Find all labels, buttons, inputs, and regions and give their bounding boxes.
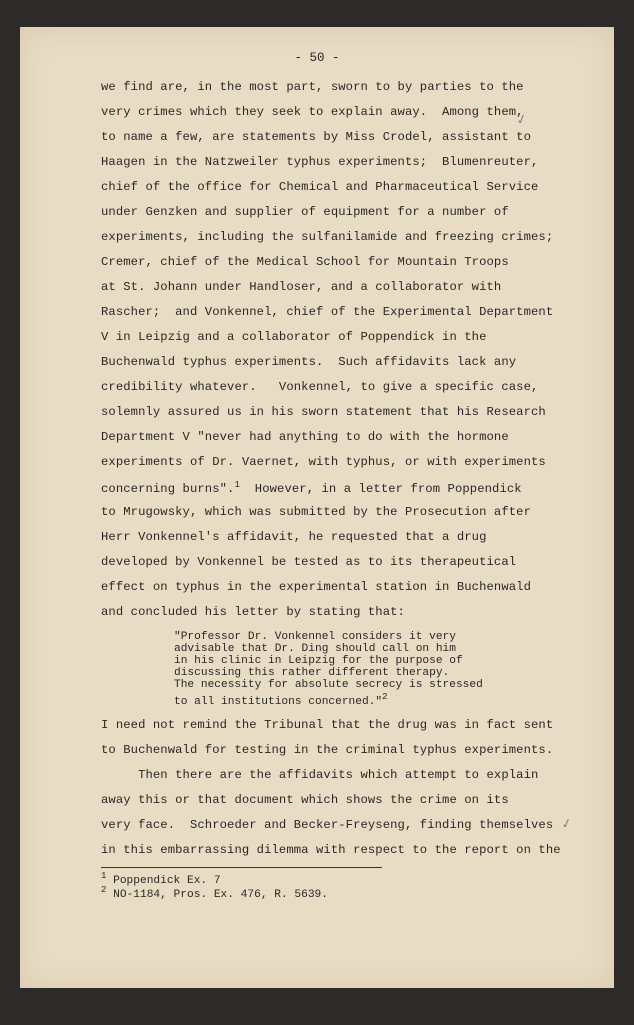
text-fragment: concerning burns". xyxy=(101,482,235,496)
quote-line: "Professor Dr. Vonkennel considers it very xyxy=(174,631,456,643)
text-line xyxy=(101,480,522,496)
text-line: to name a few, are statements by Miss Crodel, assistant to xyxy=(101,130,531,144)
text-line: and concluded his letter by stating that: xyxy=(101,605,405,619)
text-line: solemnly assured us in his sworn statement that his Research xyxy=(101,405,546,419)
text-line: under Genzken and supplier of equipment for a number of xyxy=(101,205,509,219)
text-line: to Buchenwald for testing in the criminal typhus experiments. xyxy=(101,743,554,757)
footnote-mark: 1 xyxy=(101,871,107,881)
text-line: chief of the office for Chemical and Pharmaceutical Service xyxy=(101,180,539,194)
text-line: Herr Vonkennel's affidavit, he requested that a drug xyxy=(101,530,487,544)
text-line: away this or that document which shows the crime on its xyxy=(101,793,509,807)
text-fragment: However, in a letter from Poppendick xyxy=(239,482,522,496)
footnote xyxy=(101,885,328,901)
text-line: Then there are the affidavits which attempt to explain xyxy=(101,768,539,782)
text-line: credibility whatever. Vonkennel, to give a specific case, xyxy=(101,380,539,394)
quote-line: advisable that Dr. Ding should call on him xyxy=(174,643,456,655)
text-line: Rascher; and Vonkennel, chief of the Experimental Department xyxy=(101,305,554,319)
text-line: I need not remind the Tribunal that the drug was in fact sent xyxy=(101,718,554,732)
text-line: Department V "never had anything to do with the hormone xyxy=(101,430,509,444)
quote-line: The necessity for absolute secrecy is stressed xyxy=(174,679,483,691)
footnote-ref: 1 xyxy=(234,480,240,490)
document-page xyxy=(20,27,614,988)
footnote-text: NO-1184, Pros. Ex. 476, R. 5639. xyxy=(113,889,328,901)
text-line: in this embarrassing dilemma with respect to the report on the xyxy=(101,843,561,857)
text-line: Haagen in the Natzweiler typhus experiments; Blumenreuter, xyxy=(101,155,539,169)
footnote-ref: 2 xyxy=(382,692,388,702)
check-mark-icon: ✓ xyxy=(560,815,574,834)
quote-line: in his clinic in Leipzig for the purpose of xyxy=(174,655,463,667)
text-line: to Mrugowsky, which was submitted by the Prosecution after xyxy=(101,505,531,519)
text-line: at St. Johann under Handloser, and a collaborator with xyxy=(101,280,502,294)
footnote-divider xyxy=(101,867,382,868)
page-number: - 50 - xyxy=(294,51,340,65)
text-line: experiments, including the sulfanilamide and freezing crimes; xyxy=(101,230,554,244)
footnote-text: Poppendick Ex. 7 xyxy=(113,875,221,887)
quote-line xyxy=(174,691,388,708)
text-line: developed by Vonkennel be tested as to its therapeutical xyxy=(101,555,517,569)
text-fragment: to all institutions concerned." xyxy=(174,696,383,708)
text-line: Buchenwald typhus experiments. Such affidavits lack any xyxy=(101,355,517,369)
footnote-mark: 2 xyxy=(101,885,107,895)
text-line: very crimes which they seek to explain away. Among them, xyxy=(101,105,524,119)
text-line: Cremer, chief of the Medical School for Mountain Troops xyxy=(101,255,509,269)
text-line: very face. Schroeder and Becker-Freyseng, finding themselves xyxy=(101,818,554,832)
text-line: V in Leipzig and a collaborator of Poppendick in the xyxy=(101,330,487,344)
text-line: we find are, in the most part, sworn to by parties to the xyxy=(101,80,524,94)
text-line: experiments of Dr. Vaernet, with typhus, or with experiments xyxy=(101,455,546,469)
check-mark-icon: ✓ xyxy=(515,111,529,130)
text-line: effect on typhus in the experimental station in Buchenwald xyxy=(101,580,531,594)
quote-line: discussing this rather different therapy. xyxy=(174,667,450,679)
